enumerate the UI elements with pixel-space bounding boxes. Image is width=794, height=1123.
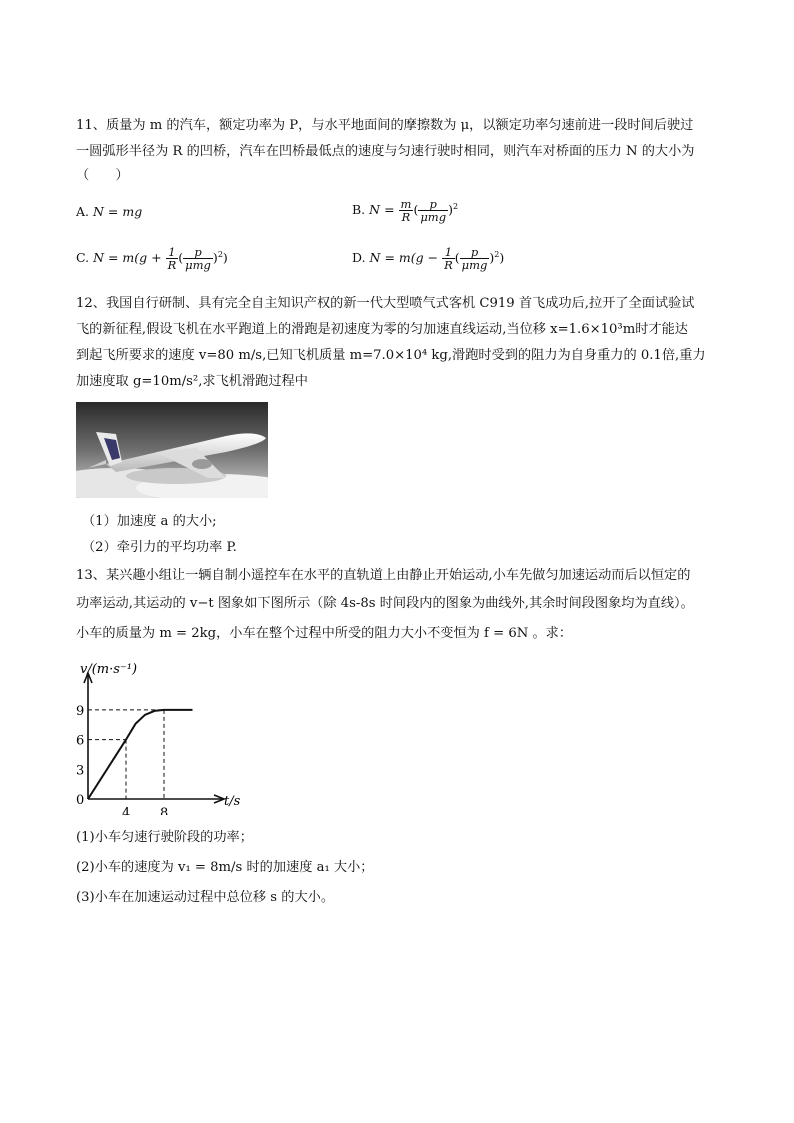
airplane-photo: [76, 402, 268, 498]
y-tick-label: 3: [76, 763, 85, 779]
x-tick-label: 4: [122, 806, 131, 815]
q13-sub1: (1)小车匀速行驶阶段的功率；: [76, 830, 253, 845]
q12-line4: 加速度取 g=10m/s²,求飞机滑跑过程中: [76, 374, 308, 389]
q11-option-a: A. N = mg: [76, 204, 143, 219]
y-tick-label: 9: [76, 703, 85, 719]
q12-line2: 飞的新征程,假设飞机在水平跑道上的滑跑是初速度为零的匀加速直线运动,当位移 x=1.6×10³m时才能达: [76, 322, 688, 337]
q12-line3: 到起飞所要求的速度 v=80 m/s,已知飞机质量 m=7.0×10⁴ kg,滑跑时受到的阻力为自身重力的 0.1倍,重力: [76, 348, 706, 363]
q12-sub1: （1）加速度 a 的大小;: [82, 514, 217, 529]
y-tick-label: 6: [76, 733, 85, 749]
q11-option-c: C. N = m(g + $\frac{1}{R}$ ( $\frac{p}{\text{μmg}}$ )$^2$): [76, 245, 228, 272]
q11-option-d: D. N = m(g − $\frac{1}{R}$ ( $\frac{p}{\text{μmg}}$ )$^2$): [352, 245, 505, 272]
q11-line3: （ ）: [76, 168, 129, 183]
q11-line1: 11、质量为 m 的汽车，额定功率为 P，与水平地面间的摩擦数为 μ，以额定功率匀速前进一段时间后驶过: [76, 118, 694, 133]
vt-curve: [88, 710, 193, 799]
chart-y-label: v/(m·s⁻¹): [80, 662, 138, 677]
q11-option-b: B. N = $\frac{m}{R}$ ( $\frac{p}{\text{μmg}}$ )$^2$: [352, 197, 459, 224]
q12-line1: 12、我国自行研制、具有完全自主知识产权的新一代大型喷气式客机 C919 首飞成功后,拉开了全面试验试: [76, 296, 695, 311]
q13-sub3: (3)小车在加速运动过程中总位移 s 的大小。: [76, 890, 335, 905]
q12-sub2: （2）牵引力的平均功率 P.: [82, 540, 237, 555]
q13-line3: 小车的质量为 m = 2kg，小车在整个过程中所受的阻力大小不变恒为 f = 6N 。求：: [76, 626, 573, 641]
q11-line2: 一圆弧形半径为 R 的凹桥，汽车在凹桥最低点的速度与匀速行驶时相同，则汽车对桥面的压力 N 的大小为: [76, 144, 695, 159]
q13-sub2: (2)小车的速度为 v₁ = 8m/s 时的加速度 a₁ 大小；: [76, 860, 374, 875]
x-tick-label: 8: [160, 806, 169, 815]
x-tick-label: 0: [76, 793, 85, 808]
chart-x-label: t/s: [224, 794, 241, 809]
vt-chart: [72, 655, 252, 815]
q13-line1: 13、某兴趣小组让一辆自制小遥控车在水平的直轨道上由静止开始运动,小车先做匀加速运动而后以恒定的: [76, 568, 691, 583]
q13-line2: 功率运动,其运动的 v−t 图象如下图所示（除 4s-8s 时间段内的图象为曲线外,其余时间段图象均为直线）。: [76, 596, 694, 611]
